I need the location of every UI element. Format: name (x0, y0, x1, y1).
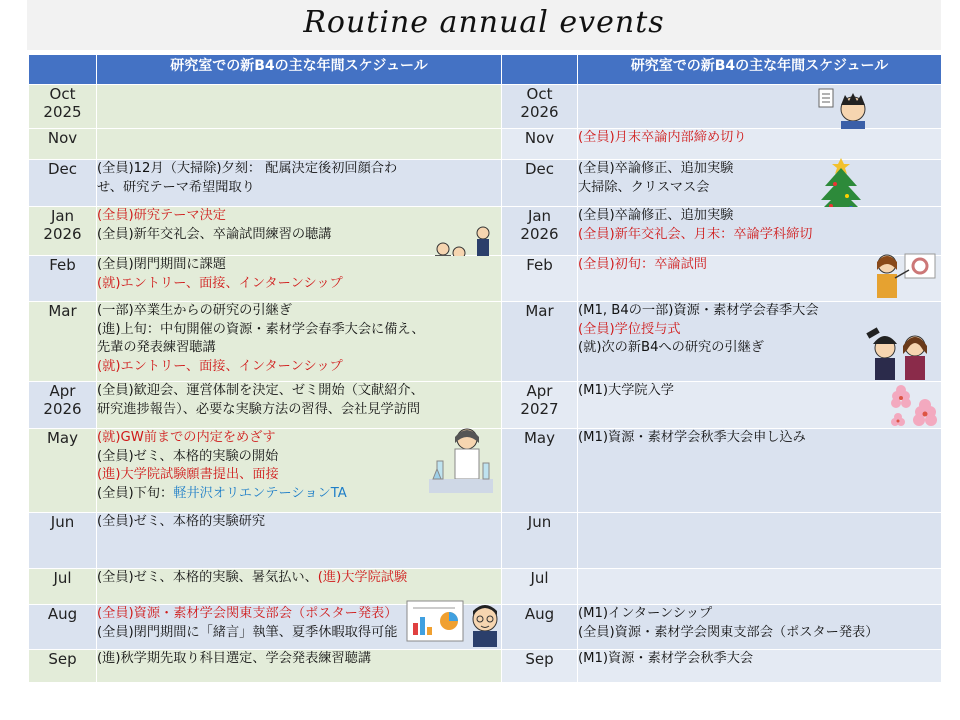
month-left: Apr 2026 (29, 382, 97, 429)
events-left (97, 129, 502, 160)
header-month-left (29, 55, 97, 85)
events-right (578, 513, 942, 569)
table-row (29, 429, 942, 513)
events-left: (就)GW前までの内定をめざす (全員)ゼミ、本格的実験の開始 (進)大学院試験願書提出、面接 (全員)下旬：軽井沢オリエンテーションTA (97, 429, 502, 513)
month-left: Mar (29, 302, 97, 382)
events-left: (全員)歓迎会、運営体制を決定、ゼミ開始（文献紹介、 研究進捗報告）、必要な実験方法の習得、会社見学訪問 (97, 382, 502, 429)
month-left: Jun (29, 513, 97, 569)
events-left: (全員)ゼミ、本格的実験研究 (97, 513, 502, 569)
table-row (29, 129, 942, 160)
events-left: (一部)卒業生からの研究の引継ぎ (進)上旬：中旬開催の資源・素材学会春季大会に備え、 先輩の発表練習聴講 (就)エントリー、面接、インターンシップ (97, 302, 502, 382)
events-left (97, 85, 502, 129)
month-left: Jul (29, 569, 97, 605)
table-row (29, 302, 942, 382)
header-row (29, 55, 942, 85)
graduation-icon (865, 324, 937, 382)
page-title: Routine annual events (303, 5, 665, 40)
events-right: (M1)大学院入学 (578, 382, 942, 429)
events-right: (M1)資源・素材学会秋季大会申し込み (578, 429, 942, 513)
table-row (29, 605, 942, 650)
month-right: Jul (502, 569, 578, 605)
month-left: Sep (29, 650, 97, 683)
table-row (29, 160, 942, 207)
month-left: Aug (29, 605, 97, 650)
events-right: (全員)月末卒論内部締め切り (578, 129, 942, 160)
month-right: Dec (502, 160, 578, 207)
events-right: (全員)卒論修正、追加実験 大掃除、クリスマス会 (578, 160, 942, 207)
table-row (29, 85, 942, 129)
month-right: May (502, 429, 578, 513)
month-right: Oct 2026 (502, 85, 578, 129)
events-left: (全員)閉門期間に課題 (就)エントリー、面接、インターンシップ (97, 256, 502, 302)
month-right: Jun (502, 513, 578, 569)
month-right: Aug (502, 605, 578, 650)
events-right: (M1)資源・素材学会秋季大会 (578, 650, 942, 683)
month-right: Nov (502, 129, 578, 160)
month-right: Apr 2027 (502, 382, 578, 429)
table-row (29, 256, 942, 302)
events-left: (進)秋学期先取り科目選定、学会発表練習聴講 (97, 650, 502, 683)
table-row (29, 207, 942, 256)
events-right (578, 85, 942, 129)
events-left: (全員)ゼミ、本格的実験、暑気払い、(進)大学院試験 (97, 569, 502, 605)
month-right: Feb (502, 256, 578, 302)
title-bar (27, 0, 941, 50)
poster-presentation-icon (405, 599, 503, 649)
header-month-right (502, 55, 578, 85)
month-left: Jan 2026 (29, 207, 97, 256)
table-row (29, 650, 942, 683)
events-left: (全員)12月（大掃除)夕刻： 配属決定後初回顔合わ せ、研究テーマ希望聞取り (97, 160, 502, 207)
events-right: (M1)インターンシップ (全員)資源・素材学会関東支部会（ポスター発表） (578, 605, 942, 650)
events-right: (全員)初旬：卒論試問 (578, 256, 942, 302)
month-right: Mar (502, 302, 578, 382)
schedule-table (28, 54, 942, 683)
table-row (29, 513, 942, 569)
month-right: Jan 2026 (502, 207, 578, 256)
header-title-left: 研究室での新B4の主な年間スケジュール (97, 55, 502, 85)
lab-researcher-icon (427, 425, 495, 499)
events-left: (全員)研究テーマ決定 (全員)新年交礼会、卒論試問練習の聴講 (97, 207, 502, 256)
month-left: May (29, 429, 97, 513)
events-right (578, 569, 942, 605)
events-left: (全員)資源・素材学会関東支部会（ポスター発表） (全員)閉門期間に「緒言」執筆、夏季休暇取得可能 (97, 605, 502, 650)
month-left: Feb (29, 256, 97, 302)
table-row (29, 382, 942, 429)
events-right: (全員)卒論修正、追加実験 (全員)新年交礼会、月末：卒論学科締切 (578, 207, 942, 256)
month-left: Dec (29, 160, 97, 207)
month-left: Oct 2025 (29, 85, 97, 129)
month-right: Sep (502, 650, 578, 683)
header-title-right: 研究室での新B4の主な年間スケジュール (578, 55, 942, 85)
events-right: (M1, B4の一部)資源・素材学会春季大会 (全員)学位授与式 (就)次の新B4への研究の引継ぎ (578, 302, 942, 382)
cherry-blossom-icon (883, 384, 939, 432)
month-left: Nov (29, 129, 97, 160)
presenter-icon (867, 250, 937, 302)
